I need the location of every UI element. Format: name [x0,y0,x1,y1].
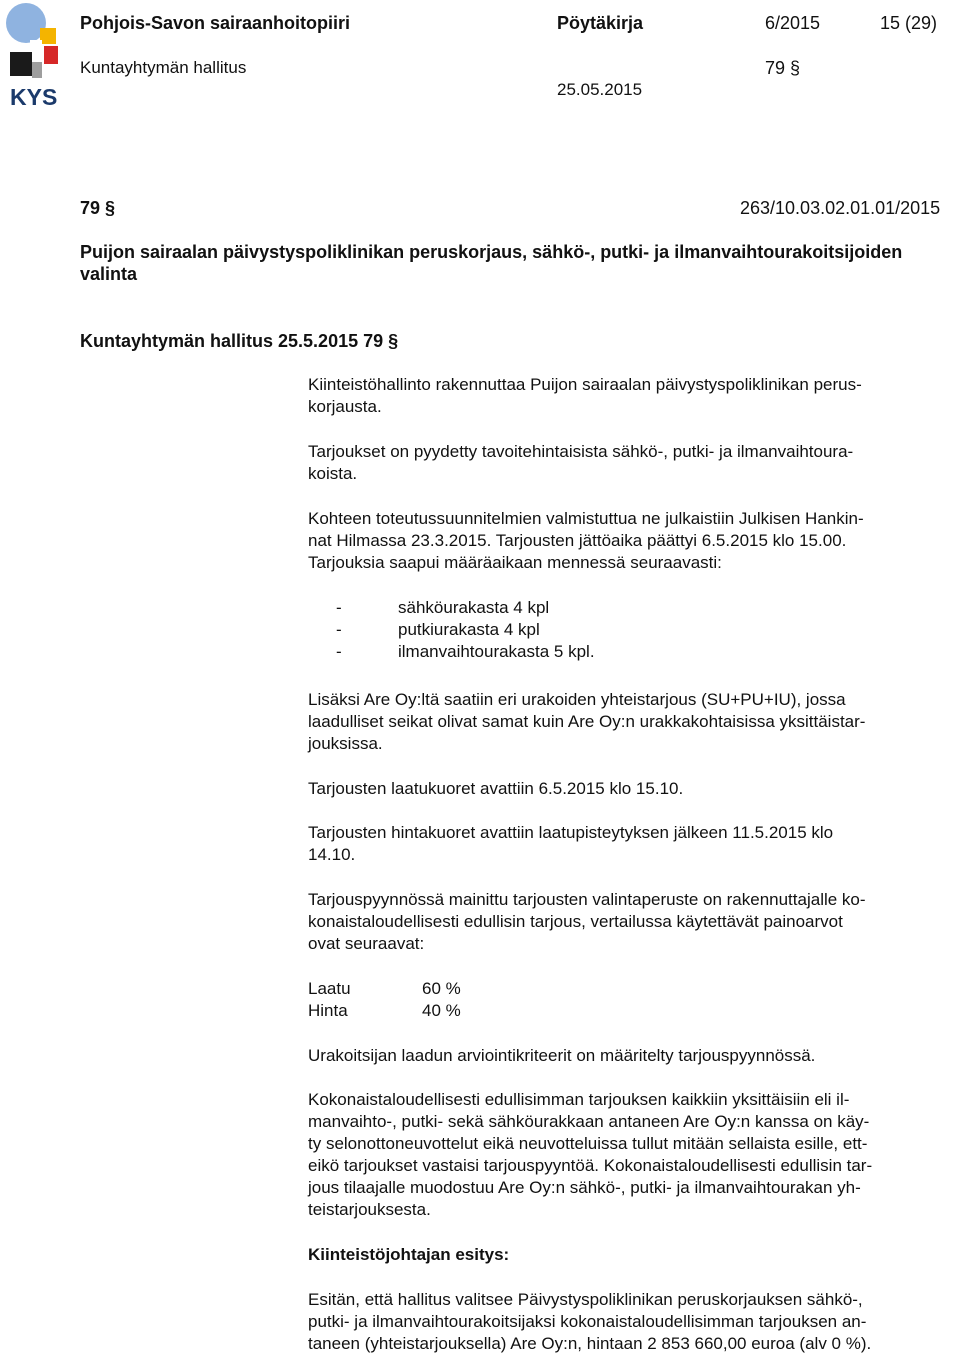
paragraph-9 [308,1089,953,1221]
text-line: jouksissa. [308,734,383,753]
paragraph-7 [308,889,953,955]
text-line: konaistaloudellisesti edullisin tarjous, vertailussa käytettävät painoarvot [308,912,843,931]
paragraph-1 [308,374,953,418]
list-item: - sähköurakasta 4 kpl [336,598,550,617]
doc-type: Pöytäkirja [557,13,644,33]
text-line: Tarjoukset on pyydetty tavoitehintaisista sähkö-, putki- ja ilmanvaihtoura- [308,442,854,461]
text-line: ty selonottoneuvottelut eikä neuvotteluissa tullut mitään sellaista esille, ett- [308,1134,868,1153]
item-title-line2: valinta [80,264,138,284]
paragraph-10 [308,1289,953,1355]
list-item: - putkiurakasta 4 kpl [336,620,540,639]
header-date: 25.05.2015 [557,80,643,99]
proposal-heading: Kiinteistöjohtajan esitys: [308,1245,510,1264]
page-number: 15 (29) [880,13,938,33]
text-line: Urakoitsijan laadun arviointikriteerit on määritelty tarjouspyynnössä. [308,1046,816,1065]
list-item: - ilmanvaihtourakasta 5 kpl. [336,642,595,661]
text-line: ovat seuraavat: [308,934,425,953]
text-line: Tarjouspyynnössä mainittu tarjousten valintaperuste on rakennuttajalle ko- [308,890,866,909]
kys-logo-mark [4,2,66,84]
item-title-line1: Puijon sairaalan päivystyspoliklinikan peruskorjaus, sähkö-, putki- ja ilmanvaihtourakoitsijoiden [80,242,903,262]
offer-list [336,597,960,663]
text-line: manvaihto-, putki- sekä sähköurakkaan antaneen Are Oy:n kanssa on käy- [308,1112,870,1131]
header-body: Kuntayhtymän hallitus [80,58,247,77]
text-line: Lisäksi Are Oy:ltä saatiin eri urakoiden yhteistarjous (SU+PU+IU), jossa [308,690,846,709]
item-section: 79 § [80,198,116,218]
paragraph-4 [308,689,953,755]
text-line: Tarjousten laatukuoret avattiin 6.5.2015 klo 15.10. [308,779,684,798]
paragraph-2 [308,441,953,485]
weight-row: Laatu 60 % [308,979,461,998]
text-line: Tarjousten hintakuoret avattiin laatupisteytyksen jälkeen 11.5.2015 klo [308,823,834,842]
text-line: Kiinteistöhallinto rakennuttaa Puijon sairaalan päivystyspoliklinikan perus- [308,375,862,394]
meeting-line: Kuntayhtymän hallitus 25.5.2015 79 § [80,331,399,351]
text-line: 14.10. [308,845,356,864]
text-line: Kokonaistaloudellisesti edullisimman tarjouksen kaikkiin yksittäisiin eli il- [308,1090,850,1109]
text-line: teistarjouksesta. [308,1200,431,1219]
text-line: eikö tarjoukset vastaisi tarjouspyyntöä. Kokonaistaloudellisesti edullisin tar- [308,1156,873,1175]
header-section: 79 § [765,58,801,78]
text-line: Esitän, että hallitus valitsee Päivystyspoliklinikan peruskorjauksen sähkö-, [308,1290,863,1309]
item-reference: 263/10.03.02.01.01/2015 [740,198,941,218]
weights-table [308,978,953,1022]
paragraph-6 [308,822,953,866]
text-line: taneen (yhteistarjouksella) Are Oy:n, hintaan 2 853 660,00 euroa (alv 0 %). [308,1334,872,1353]
paragraph-8 [308,1045,953,1067]
text-line: nat Hilmassa 23.3.2015. Tarjousten jättöaika päättyi 6.5.2015 klo 15.00. [308,531,847,550]
org-name: Pohjois-Savon sairaanhoitopiiri [80,13,351,33]
paragraph-3 [308,508,953,574]
text-line: koista. [308,464,358,483]
logo-text: KYS [10,84,58,110]
text-line: Tarjouksia saapui määräaikaan mennessä seuraavasti: [308,553,722,572]
doc-number: 6/2015 [765,13,821,33]
weight-row: Hinta 40 % [308,1001,461,1020]
text-line: korjausta. [308,397,382,416]
paragraph-5 [308,778,953,800]
text-line: jous tilaajalle muodostuu Are Oy:n sähkö-, putki- ja ilmanvaihtourakan yh- [308,1178,861,1197]
text-line: laadulliset seikat olivat samat kuin Are Oy:n urakkakohtaisissa yksittäistar- [308,712,866,731]
text-line: putki- ja ilmanvaihtourakoitsijaksi kokonaistaloudellisimman tarjouksen an- [308,1312,867,1331]
text-line: Kohteen toteutussuunnitelmien valmistuttua ne julkaistiin Julkisen Hankin- [308,509,864,528]
